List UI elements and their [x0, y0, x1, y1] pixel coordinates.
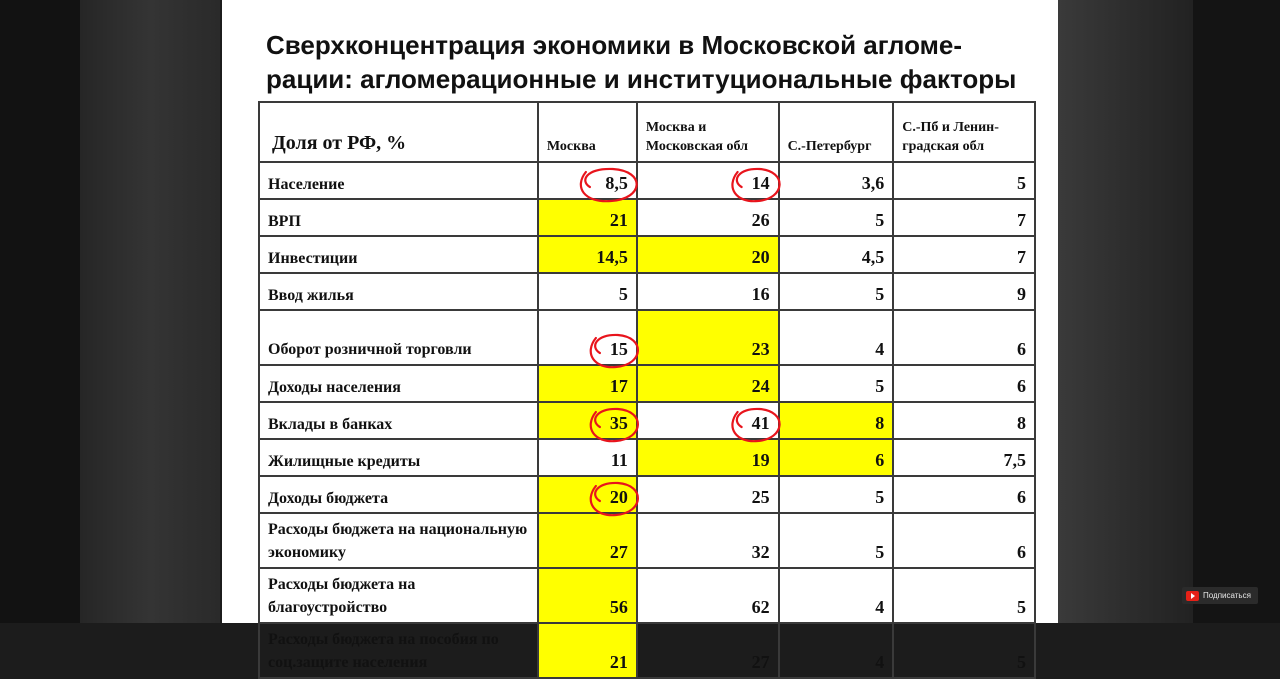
- row-label: Расходы бюджета на пособия по соц.защите населения: [259, 623, 538, 678]
- row-label: Оборот розничной торговли: [259, 310, 538, 365]
- subscribe-button[interactable]: [1182, 587, 1258, 604]
- table-row: [259, 513, 1035, 568]
- table-row: [259, 623, 1035, 678]
- table-cell: 56: [538, 568, 637, 623]
- table-cell: 32: [637, 513, 779, 568]
- row-label: Жилищные кредиты: [259, 439, 538, 476]
- slide-title-bold-line: Сверхконцентрация экономики в Московской агломе-: [266, 30, 962, 60]
- table-cell: 6: [779, 439, 894, 476]
- row-label: Доходы бюджета: [259, 476, 538, 513]
- slide-title-bold-word: рации: [266, 64, 345, 94]
- table-cell: 15: [538, 310, 637, 365]
- table-row: [259, 273, 1035, 310]
- column-header: Москва и Московская обл: [637, 102, 779, 162]
- table-cell: 3,6: [779, 162, 894, 199]
- column-header: С.-Петербург: [779, 102, 894, 162]
- table-cell: 5: [893, 623, 1035, 678]
- table-row: [259, 476, 1035, 513]
- table-cell: 5: [893, 568, 1035, 623]
- table-cell: 8,5: [538, 162, 637, 199]
- row-label: Население: [259, 162, 538, 199]
- table-row: [259, 310, 1035, 365]
- table-cell: 20: [538, 476, 637, 513]
- table-row: [259, 439, 1035, 476]
- table-cell: 8: [893, 402, 1035, 439]
- table-cell: 5: [779, 273, 894, 310]
- table-cell: 27: [538, 513, 637, 568]
- table-cell: 6: [893, 476, 1035, 513]
- row-label: Вклады в банках: [259, 402, 538, 439]
- table-cell: 23: [637, 310, 779, 365]
- column-header: Москва: [538, 102, 637, 162]
- table-cell: 5: [779, 199, 894, 236]
- table-cell: 4: [779, 568, 894, 623]
- table-cell: 5: [538, 273, 637, 310]
- table-cell: 5: [779, 513, 894, 568]
- column-header: С.-Пб и Ленин-градская обл: [893, 102, 1035, 162]
- table-cell: 14: [637, 162, 779, 199]
- table-cell: 9: [893, 273, 1035, 310]
- table-row: [259, 365, 1035, 402]
- table-row: [259, 199, 1035, 236]
- table-cell: 41: [637, 402, 779, 439]
- table-cell: 7: [893, 199, 1035, 236]
- table-cell: 21: [538, 623, 637, 678]
- table-cell: 20: [637, 236, 779, 273]
- table-row: [259, 162, 1035, 199]
- table-cell: 7,5: [893, 439, 1035, 476]
- table-cell: 16: [637, 273, 779, 310]
- presentation-slide: [222, 0, 1058, 672]
- table-cell: 5: [779, 476, 894, 513]
- slide-title: [266, 28, 1046, 96]
- video-background-right: [1058, 0, 1193, 623]
- table-cell: 17: [538, 365, 637, 402]
- table-corner-header: Доля от РФ, %: [259, 102, 538, 162]
- row-label: Расходы бюджета на благоустройство: [259, 568, 538, 623]
- table-cell: 35: [538, 402, 637, 439]
- table-row: [259, 568, 1035, 623]
- table-cell: 25: [637, 476, 779, 513]
- row-label: Ввод жилья: [259, 273, 538, 310]
- row-label: Инвестиции: [259, 236, 538, 273]
- table-cell: 6: [893, 310, 1035, 365]
- table-cell: 8: [779, 402, 894, 439]
- table-cell: 5: [779, 365, 894, 402]
- video-background-left: [80, 0, 220, 623]
- table-cell: 7: [893, 236, 1035, 273]
- video-letterbox-left: [0, 0, 80, 623]
- table-cell: 19: [637, 439, 779, 476]
- table-row: [259, 236, 1035, 273]
- table-cell: 4: [779, 310, 894, 365]
- table-cell: 5: [893, 162, 1035, 199]
- row-label: Расходы бюджета на национальную экономику: [259, 513, 538, 568]
- table-header-row: [259, 102, 1035, 162]
- table-cell: 11: [538, 439, 637, 476]
- table-cell: 6: [893, 365, 1035, 402]
- table-cell: 4: [779, 623, 894, 678]
- video-letterbox-right: [1193, 0, 1280, 623]
- subscribe-label: Подписаться: [1203, 591, 1251, 600]
- table-row: [259, 402, 1035, 439]
- table-cell: 6: [893, 513, 1035, 568]
- slide-title-rest: : агломерационные и институциональные факторы: [344, 64, 1017, 94]
- row-label: Доходы населения: [259, 365, 538, 402]
- table-cell: 62: [637, 568, 779, 623]
- table-cell: 14,5: [538, 236, 637, 273]
- table-cell: 27: [637, 623, 779, 678]
- data-table: [258, 101, 1036, 679]
- table-cell: 4,5: [779, 236, 894, 273]
- table-cell: 24: [637, 365, 779, 402]
- row-label: ВРП: [259, 199, 538, 236]
- table-cell: 26: [637, 199, 779, 236]
- youtube-play-icon: [1186, 591, 1199, 601]
- table-cell: 21: [538, 199, 637, 236]
